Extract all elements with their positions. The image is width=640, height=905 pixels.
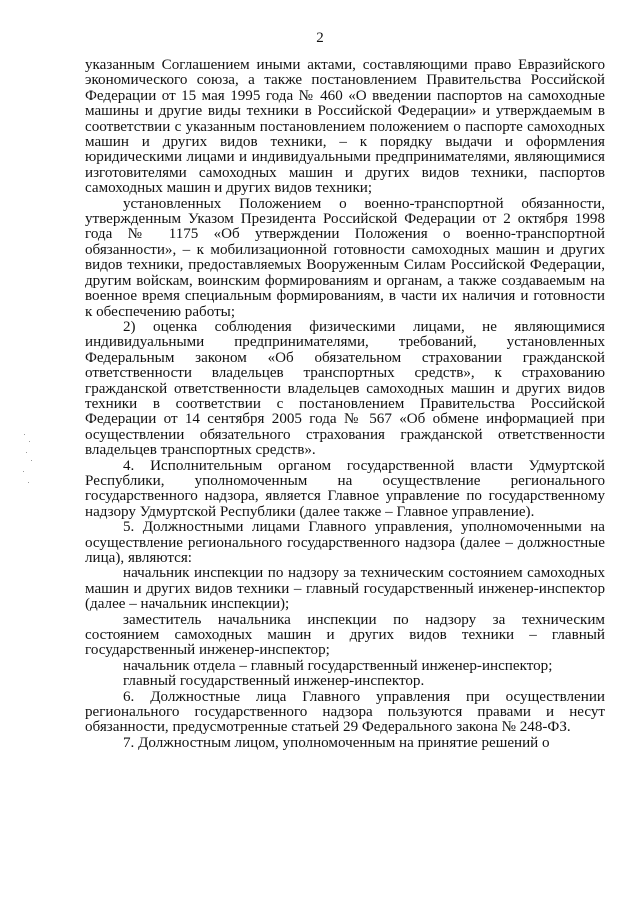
page-number: 2 [316, 30, 324, 46]
paragraph-item-5: 5. Должностными лицами Главного управления, уполномоченными на осуществление регионального государственного надзора (далее – должностные лица), являются: [85, 519, 605, 566]
paragraph-item-6: 6. Должностные лица Главного управления при осуществлении регионального государственного надзора пользуются правами и несут обязанности, предусмотренные статьей 29 Федерального закона № 248-ФЗ. [85, 688, 605, 736]
paragraph-official-3: начальник отдела – главный государственный инженер-инспектор; [123, 657, 553, 674]
paragraph-official-4: главный государственный инженер-инспектор. [123, 673, 425, 690]
scan-specks [22, 430, 34, 490]
paragraph-continuation: указанным Соглашением иными актами, составляющими право Евразийского экономического союза, а также постановлением Правительства Российской Федерации от 15 мая 1995 года № 460 «О введении паспортов на самоходные машины и другие виды техники в Российской Федерации» и утверждаемым в соответствии с указанным постановлением положением о паспорте самоходных машин и других видов техники, – к порядку выдачи и оформления юридическими лицами и индивидуальными предпринимателями, являющимися изготовителями самоходных машин и других видов техники, паспортов самоходных машин и других видов техники; [85, 57, 605, 197]
document-body [85, 58, 605, 751]
paragraph-official-2: заместитель начальника инспекции по надзору за техническим состоянием самоходных машин и других видов техники – главный государственный инженер-инспектор; [85, 611, 605, 659]
paragraph-item-7: 7. Должностным лицом, уполномоченным на принятие решений о [123, 734, 550, 751]
paragraph-military-transport: установленных Положением о военно-транспортной обязанности, утвержденным Указом Президента Российской Федерации от 2 октября 1998 года № 1175 «Об утверждении Положения о военно-транспортной обязанности», – к мобилизационной готовности самоходных машин и других видов техники, предоставляемых Вооруженным Силам Российской Федерации, другим войскам, воинским формированиям и органам, а также создаваемым на военное время специальным формированиям, в части их наличия и готовности к обеспечению работы; [85, 195, 605, 320]
paragraph-item-4: 4. Исполнительным органом государственной власти Удмуртской Республики, уполномоченным на осуществление регионального государственного надзора, является Главное управление по государственному надзору Удмуртской Республики (далее также – Главное управление). [85, 457, 605, 520]
paragraph-item-2: 2) оценка соблюдения физическими лицами, не являющимися индивидуальными предпринимателями, требований, установленных Федеральным законом «Об обязательном страховании гражданской ответственности владельцев транспортных средств», к страхованию гражданской ответственности владельцев самоходных машин и других видов техники в соответствии с постановлением Правительства Российской Федерации от 14 сентября 2005 года № 567 «Об обмене информацией при осуществлении обязательного страхования гражданской ответственности владельцев транспортных средств». [85, 318, 605, 459]
paragraph-official-1: начальник инспекции по надзору за техническим состоянием самоходных машин и других видов техники – главный государственный инженер-инспектор (далее – начальник инспекции); [85, 565, 605, 613]
